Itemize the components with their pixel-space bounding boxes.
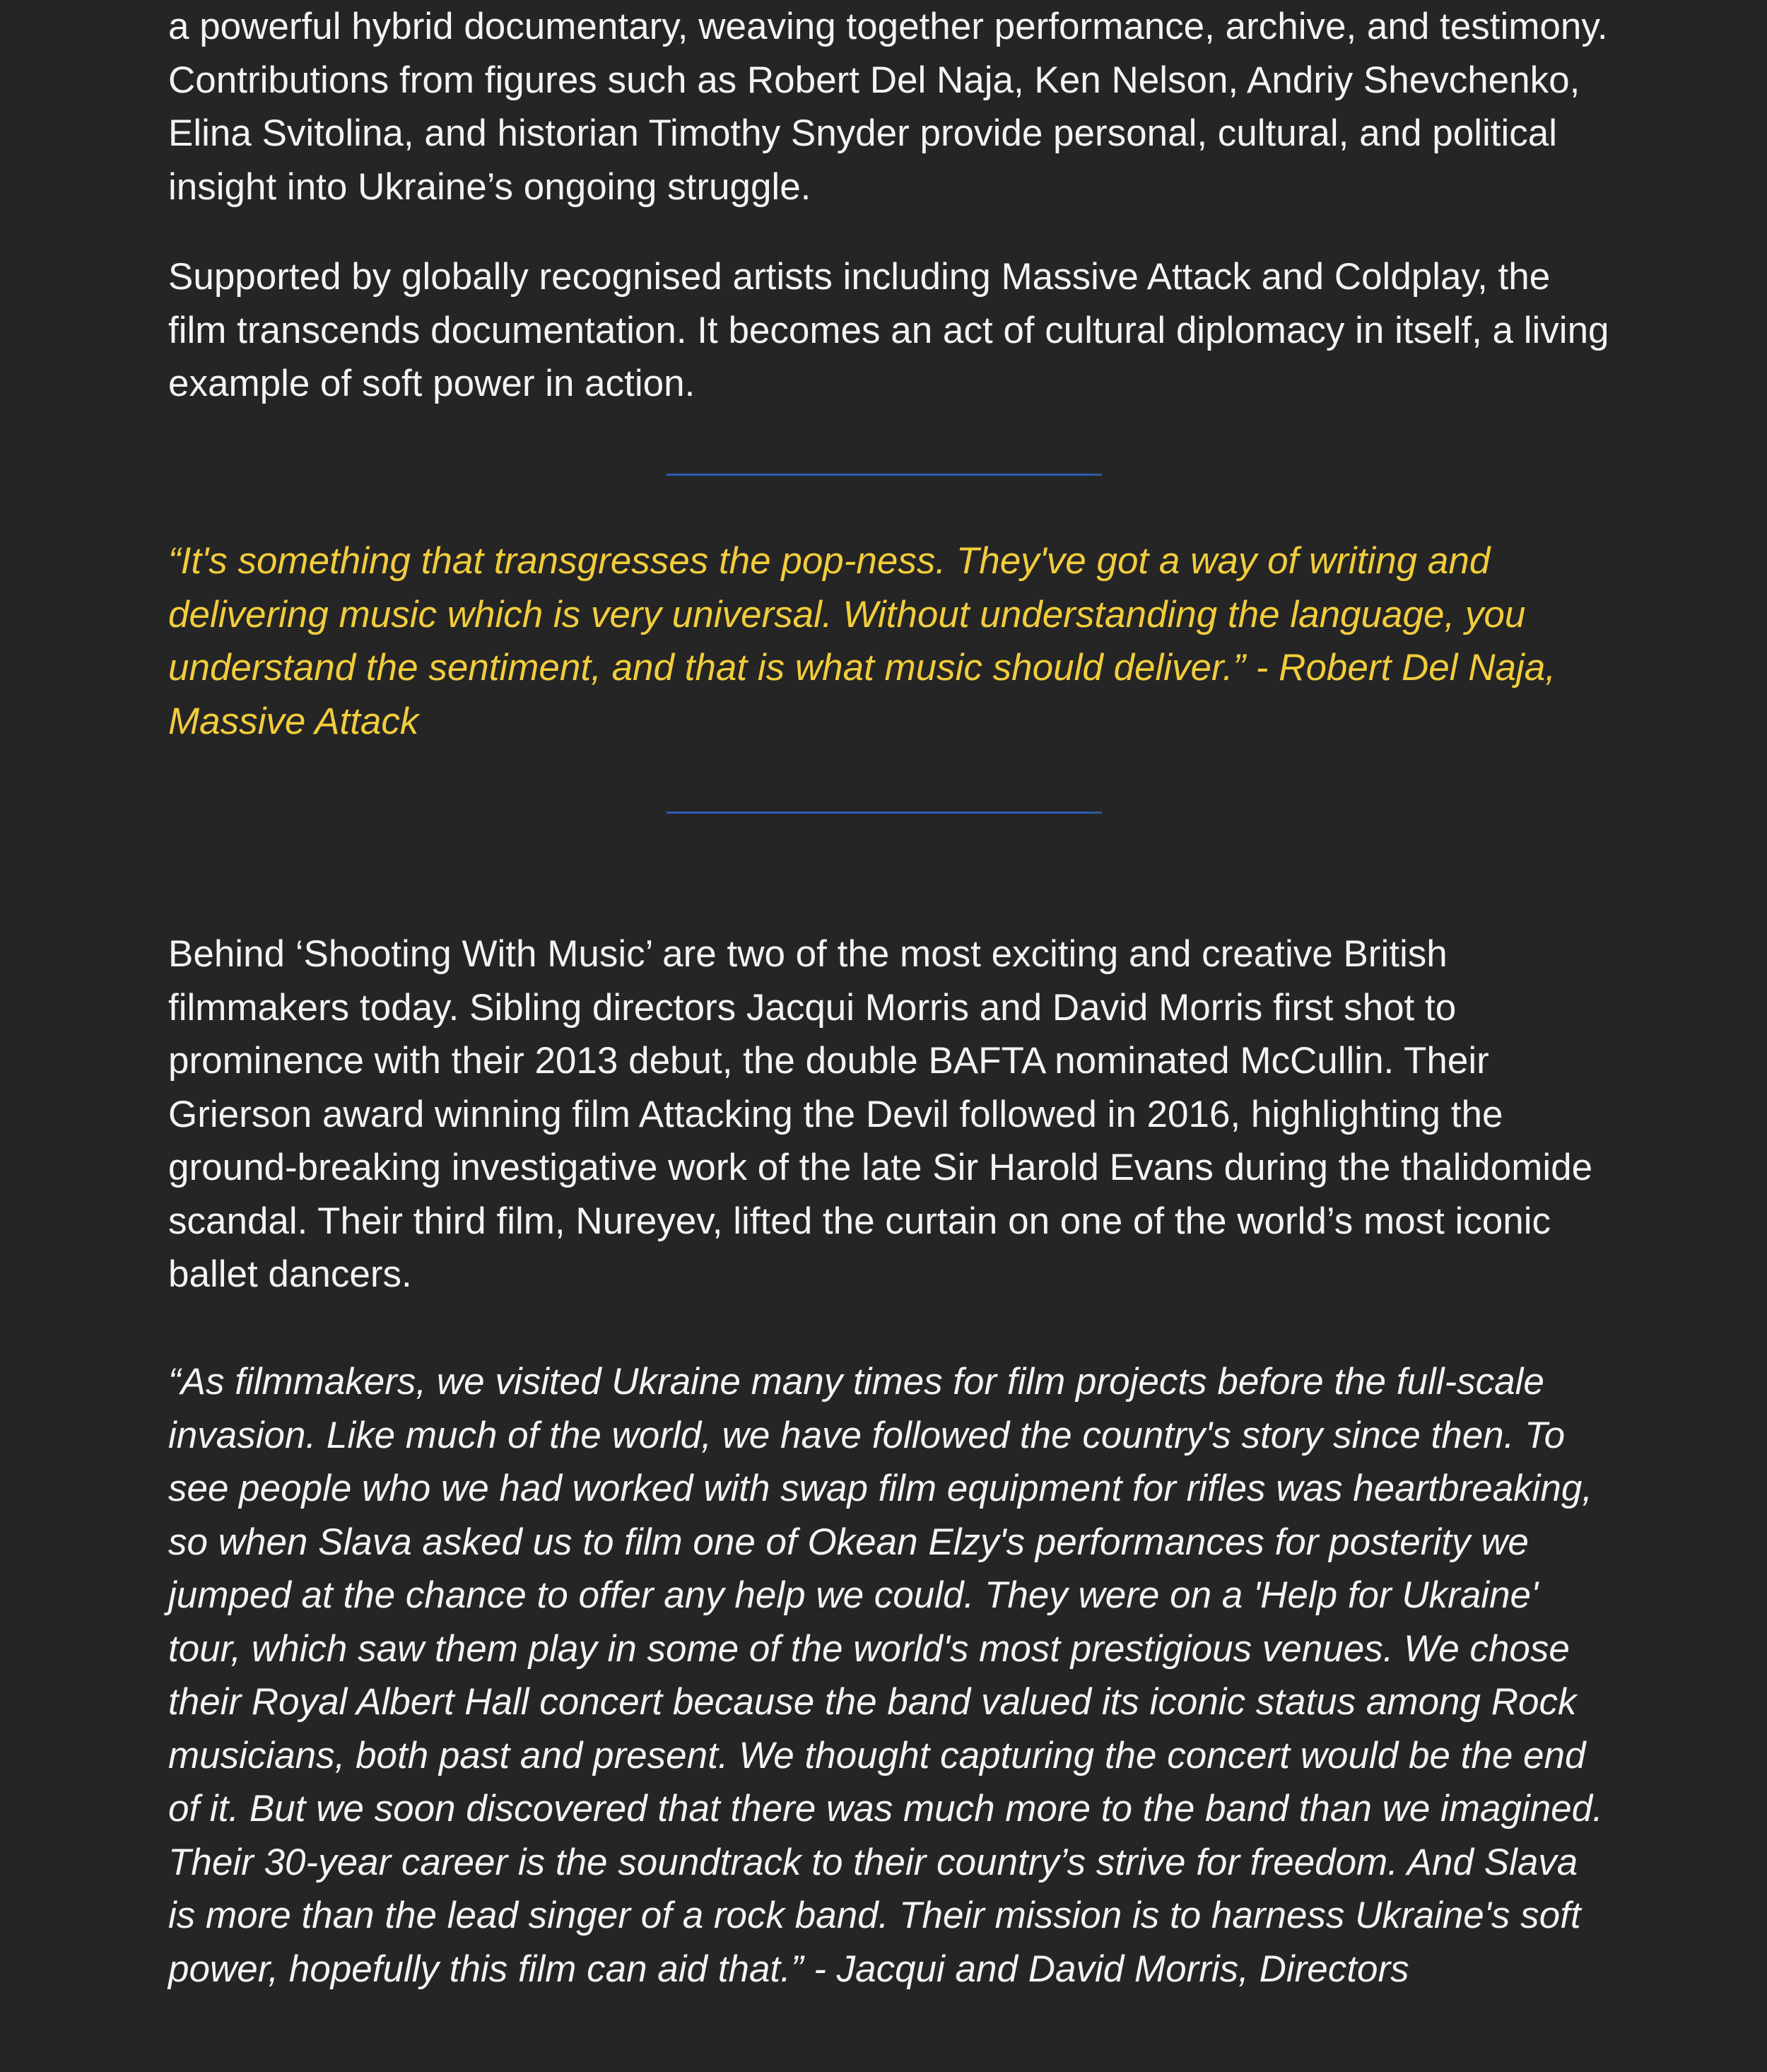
intro-paragraph: a powerful hybrid documentary, weaving together performance, archive, and testimony. Contributions from figures such as Robert Del Naja, Ken Nelson, Andriy Shevchenko, Elina Svitolina, and historian Timothy Snyder provide personal, cultural, and political insight into Ukraine’s ongoing struggle. bbox=[168, 6, 1608, 208]
directors-quote: “As filmmakers, we visited Ukraine many times for film projects before the full-scale invasion. Like much of the world, we have followed the country's story since then. To see people who we had worked with swap film equipment for rifles was heartbreaking, so when Slava asked us to film one of Okean Elzy's performances for posterity we jumped at the chance to offer any help we could. They were on a 'Help for Ukraine' tour, which saw them play in some of the world's most prestigious venues. We chose their Royal Albert Hall concert because the band valued its iconic status among Rock musicians, both past and present. We thought capturing the concert would be the end of it. But we soon discovered that there was much more to the band than we imagined. Their 30-year career is the soundtrack to their country’s strive for freedom. And Slava is more than the lead singer of a rock band. Their mission is to harness Ukraine's soft power, hopefully this film can aid that.” - Jacqui and David Morris, Directors bbox=[168, 1361, 1603, 1990]
divider-bottom bbox=[667, 812, 1093, 814]
support-paragraph: Supported by globally recognised artists including Massive Attack and Coldplay, the film transcends documentation. It becomes an act of cultural diplomacy in itself, a living example of soft power in action. bbox=[168, 256, 1609, 404]
divider-top bbox=[667, 474, 1093, 476]
filmmakers-paragraph: Behind ‘Shooting With Music’ are two of the most exciting and creative British filmmakers today. Sibling directors Jacqui Morris and David Morris first shot to prominence with their 2013 debut, the double BAFTA nominated McCullin. Their Grierson award winning film Attacking the Devil followed in 2016, highlighting the ground-breaking investigative work of the late Sir Harold Evans during the thalidomide scandal. Their third film, Nureyev, lifted the curtain on one of the world’s most iconic ballet dancers. bbox=[168, 933, 1593, 1295]
pull-quote: “It's something that transgresses the pop-ness. They've got a way of writing and delivering music which is very universal. Without understanding the language, you understand the sentiment, and that is what music should deliver.” - Robert Del Naja, Massive Attack bbox=[168, 540, 1556, 742]
